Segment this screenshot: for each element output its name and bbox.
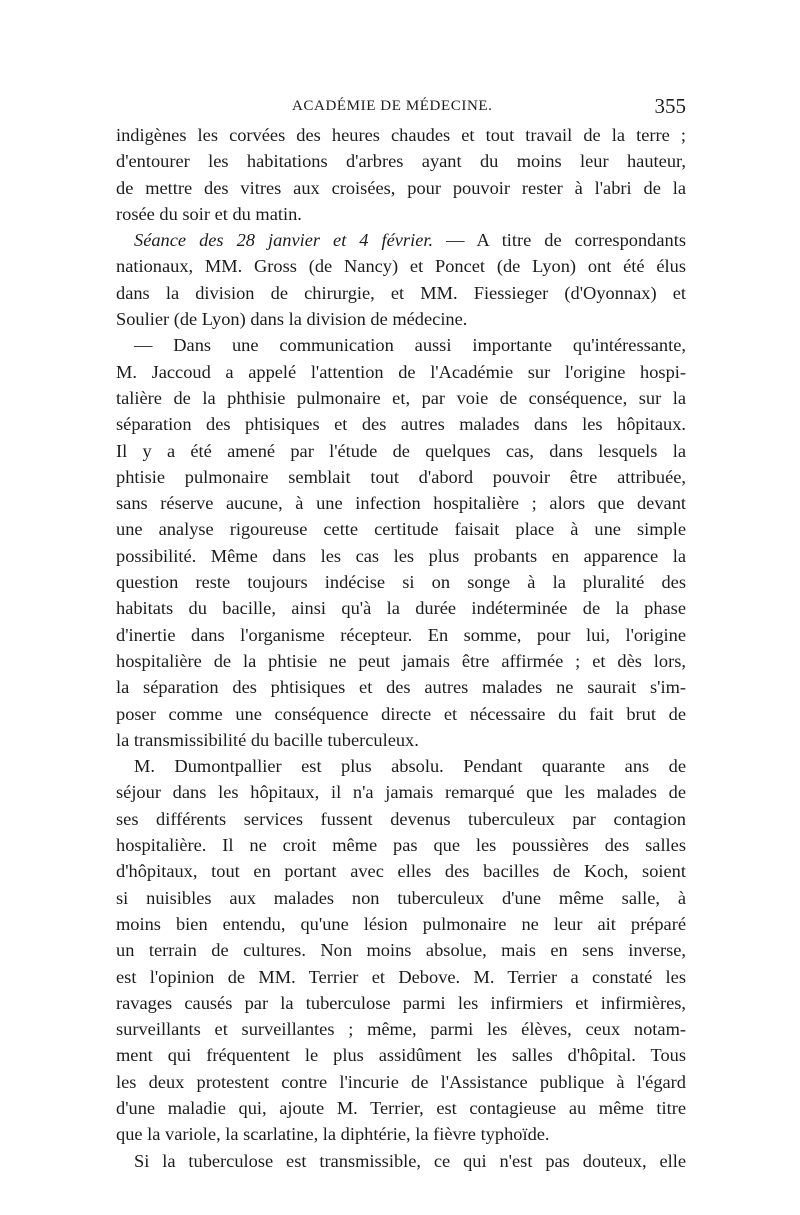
text-line: possibilité. Même dans les cas les plus probants en apparence la xyxy=(116,545,686,566)
text-line: Il y a été amené par l'étude de quelques cas, dans lesquels la xyxy=(116,440,686,461)
text-line: la transmissibilité du bacille tuberculeux. xyxy=(116,729,419,750)
text-line: ravages causés par la tuberculose parmi les infirmiers et infirmières, xyxy=(116,992,686,1013)
text-line: d'entourer les habitations d'arbres ayant du moins leur hauteur, xyxy=(116,151,686,172)
page-body xyxy=(116,122,686,1174)
text-line: dans la division de chirurgie, et MM. Fiessieger (d'Oyonnax) et xyxy=(116,282,686,303)
text-line: hospitalière. Il ne croit même pas que les poussières des salles xyxy=(116,835,686,856)
text-line: nationaux, MM. Gross (de Nancy) et Poncet (de Lyon) ont été élus xyxy=(116,256,686,277)
text-line xyxy=(116,227,686,253)
running-header xyxy=(116,94,686,120)
text-line: M. Dumontpallier est plus absolu. Pendant quarante ans de xyxy=(134,756,686,777)
text-line: poser comme une conséquence directe et nécessaire du fait brut de xyxy=(116,703,686,724)
text-line: question reste toujours indécise si on songe à la pluralité des xyxy=(116,572,686,593)
text-line: d'hôpitaux, tout en portant avec elles des bacilles de Koch, soient xyxy=(116,861,686,882)
text-line: habitats du bacille, ainsi qu'à la durée indéterminée de la phase xyxy=(116,598,686,619)
session-heading: Séance des 28 janvier et 4 février. xyxy=(134,230,434,251)
running-title: ACADÉMIE DE MÉDECINE. xyxy=(292,98,493,114)
page-number: 355 xyxy=(654,94,686,118)
text-line: surveillants et surveillantes ; même, parmi les élèves, ceux notam- xyxy=(116,1019,686,1040)
text-line: M. Jaccoud a appelé l'attention de l'Académie sur l'origine hospi- xyxy=(116,361,686,382)
text-line: hospitalière de la phtisie ne peut jamais être affirmée ; et dès lors, xyxy=(116,650,686,671)
text-line: de mettre des vitres aux croisées, pour pouvoir rester à l'abri de la xyxy=(116,177,686,198)
text-line: une analyse rigoureuse cette certitude faisait place à une simple xyxy=(116,519,686,540)
text-line: d'inertie dans l'organisme récepteur. En somme, pour lui, l'origine xyxy=(116,624,686,645)
text-line: séparation des phtisiques et des autres malades dans les hôpitaux. xyxy=(116,414,686,435)
text-line: ment qui fréquentent le plus assidûment les salles d'hôpital. Tous xyxy=(116,1045,686,1066)
text-line: talière de la phthisie pulmonaire et, par voie de conséquence, sur la xyxy=(116,387,686,408)
text-line: — Dans une communication aussi importante qu'intéressante, xyxy=(134,335,686,356)
text-line: un terrain de cultures. Non moins absolue, mais en sens inverse, xyxy=(116,940,686,961)
text-line: les deux protestent contre l'incurie de l'Assistance publique à l'égard xyxy=(116,1071,686,1092)
text-line: si nuisibles aux malades non tuberculeux d'une même salle, à xyxy=(116,887,686,908)
text-line: moins bien entendu, qu'une lésion pulmonaire ne leur ait préparé xyxy=(116,913,686,934)
text-line: la séparation des phtisiques et des autres malades ne saurait s'im- xyxy=(116,677,686,698)
text-line: Soulier (de Lyon) dans la division de médecine. xyxy=(116,309,468,330)
text-line: est l'opinion de MM. Terrier et Debove. M. Terrier a constaté les xyxy=(116,966,686,987)
text-line-rest: — A titre de correspondants xyxy=(433,230,686,251)
text-line: que la variole, la scarlatine, la diphtérie, la fièvre typhoïde. xyxy=(116,1124,550,1145)
text-line: ses différents services fussent devenus tuberculeux par contagion xyxy=(116,808,686,829)
text-line: Si la tuberculose est transmissible, ce qui n'est pas douteux, elle xyxy=(134,1150,686,1171)
text-line: indigènes les corvées des heures chaudes et tout travail de la terre ; xyxy=(116,125,686,145)
text-line: séjour dans les hôpitaux, il n'a jamais remarqué que les malades de xyxy=(116,782,686,803)
text-line: phtisie pulmonaire semblait tout d'abord pouvoir être attribuée, xyxy=(116,466,686,487)
text-line: sans réserve aucune, à une infection hospitalière ; alors que devant xyxy=(116,493,686,514)
text-line: rosée du soir et du matin. xyxy=(116,203,302,224)
text-line: d'une maladie qui, ajoute M. Terrier, est contagieuse au même titre xyxy=(116,1097,686,1118)
